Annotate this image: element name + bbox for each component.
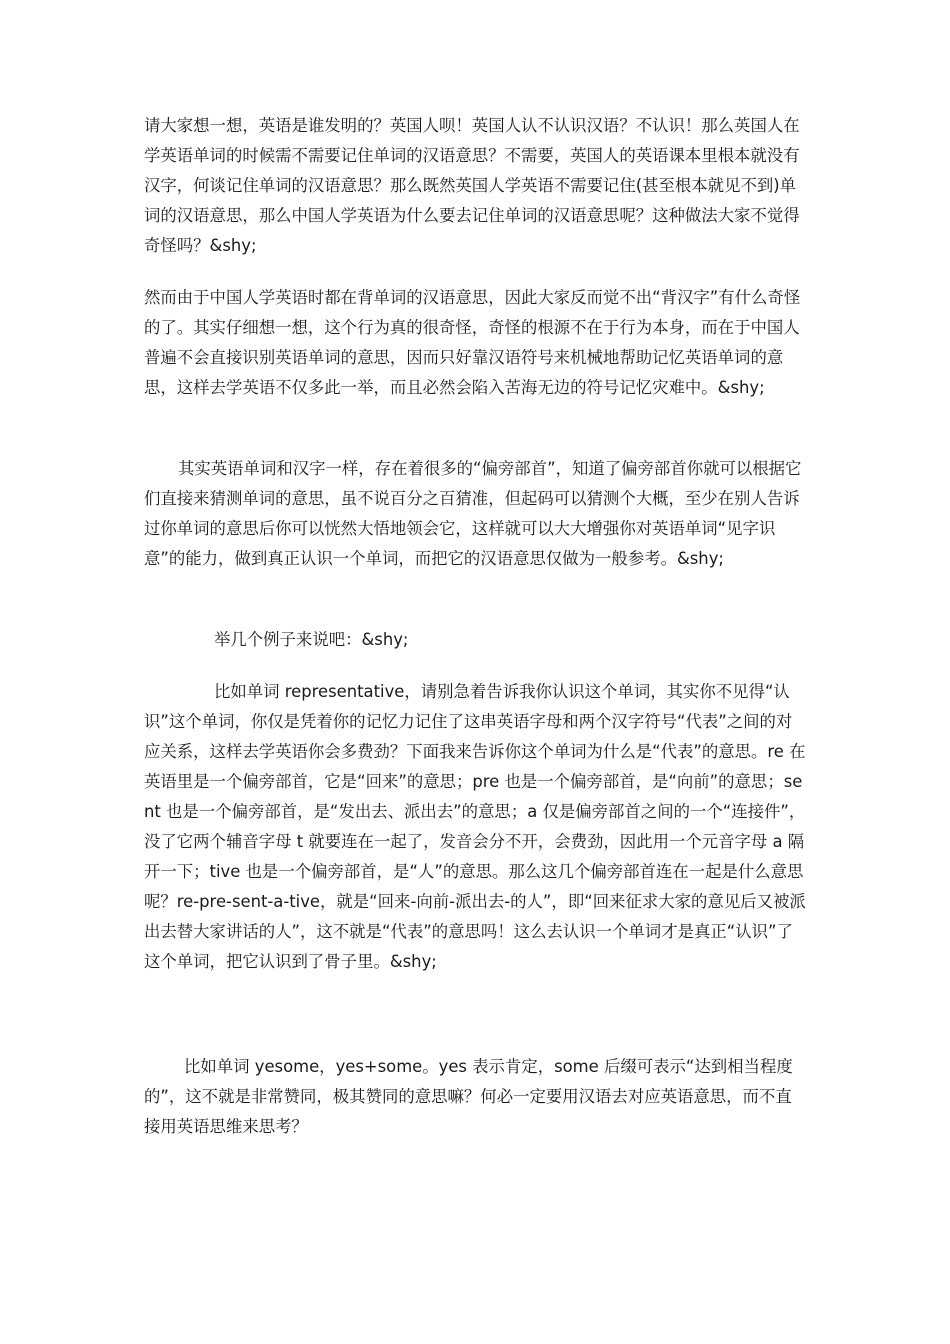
paragraph-3: 其实英语单词和汉字一样，存在着很多的“偏旁部首”，知道了偏旁部首你就可以根据它们直接来猜测单词的意思，虽不说百分之百猜准，但起码可以猜测个大概，至少在别人告诉过你单词的意思后你可以恍然大悟地领会它，这样就可以大大增强你对英语单词“见字识意”的能力，做到真正认识一个单词，而把它的汉语意思仅做为一般参考。&shy; [144,459,802,568]
paragraph-1: 请大家想一想，英语是谁发明的？英国人呗！英国人认不认识汉语？不认识！那么英国人在学英语单词的时候需不需要记住单词的汉语意思？不需要，英国人的英语课本里根本就没有汉字，何谈记住单词的汉语意思？那么既然英国人学英语不需要记住(甚至根本就见不到)单词的汉语意思，那么中国人学英语为什么要去记住单词的汉语意思呢？这种做法大家不觉得奇怪吗？&shy; [144,116,800,255]
paragraph-5: 比如单词 representative，请别急着告诉我你认识这个单词，其实你不见得“认识”这个单词，你仅是凭着你的记忆力记住了这串英语字母和两个汉字符号“代表”之间的对应关系，这样去学英语你会多费劲？下面我来告诉你这个单词为什么是“代表”的意思。re 在英语里是一个偏旁部首，它是“回来”的意思；pre 也是一个偏旁部首，是“向前”的意思；sent 也是一个偏旁部首，是“发出去、派出去”的意思；a 仅是偏旁部首之间的一个“连接件”，没了它两个辅音字母 t 就要连在一起了，发音会分不开，会费劲，因此用一个元音字母 a 隔开一下；tive 也是一个偏旁部首，是“人”的意思。那么这几个偏旁部首连在一起是什么意思呢？re-pre-sent-a-tive，就是“回来-向前-派出去-的人”，即“回来征求大家的意见后又被派出去替大家讲话的人”，这不就是“代表”的意思吗！这么去认识一个单词才是真正“认识”了这个单词，把它认识到了骨子里。&shy; [144,682,806,971]
paragraph-4: 举几个例子来说吧：&shy; [214,630,409,649]
paragraph-2: 然而由于中国人学英语时都在背单词的汉语意思，因此大家反而觉不出“背汉字”有什么奇怪的了。其实仔细想一想，这个行为真的很奇怪，奇怪的根源不在于行为本身，而在于中国人普遍不会直接识别英语单词的意思，因而只好靠汉语符号来机械地帮助记忆英语单词的意思，这样去学英语不仅多此一举，而且必然会陷入苦海无边的符号记忆灾难中。&shy; [144,288,801,397]
paragraph-6: 比如单词 yesome，yes+some。yes 表示肯定，some 后缀可表示“达到相当程度的”，这不就是非常赞同，极其赞同的意思嘛？何必一定要用汉语去对应英语意思，而不直接用英语思维来思考？ [144,1057,793,1136]
